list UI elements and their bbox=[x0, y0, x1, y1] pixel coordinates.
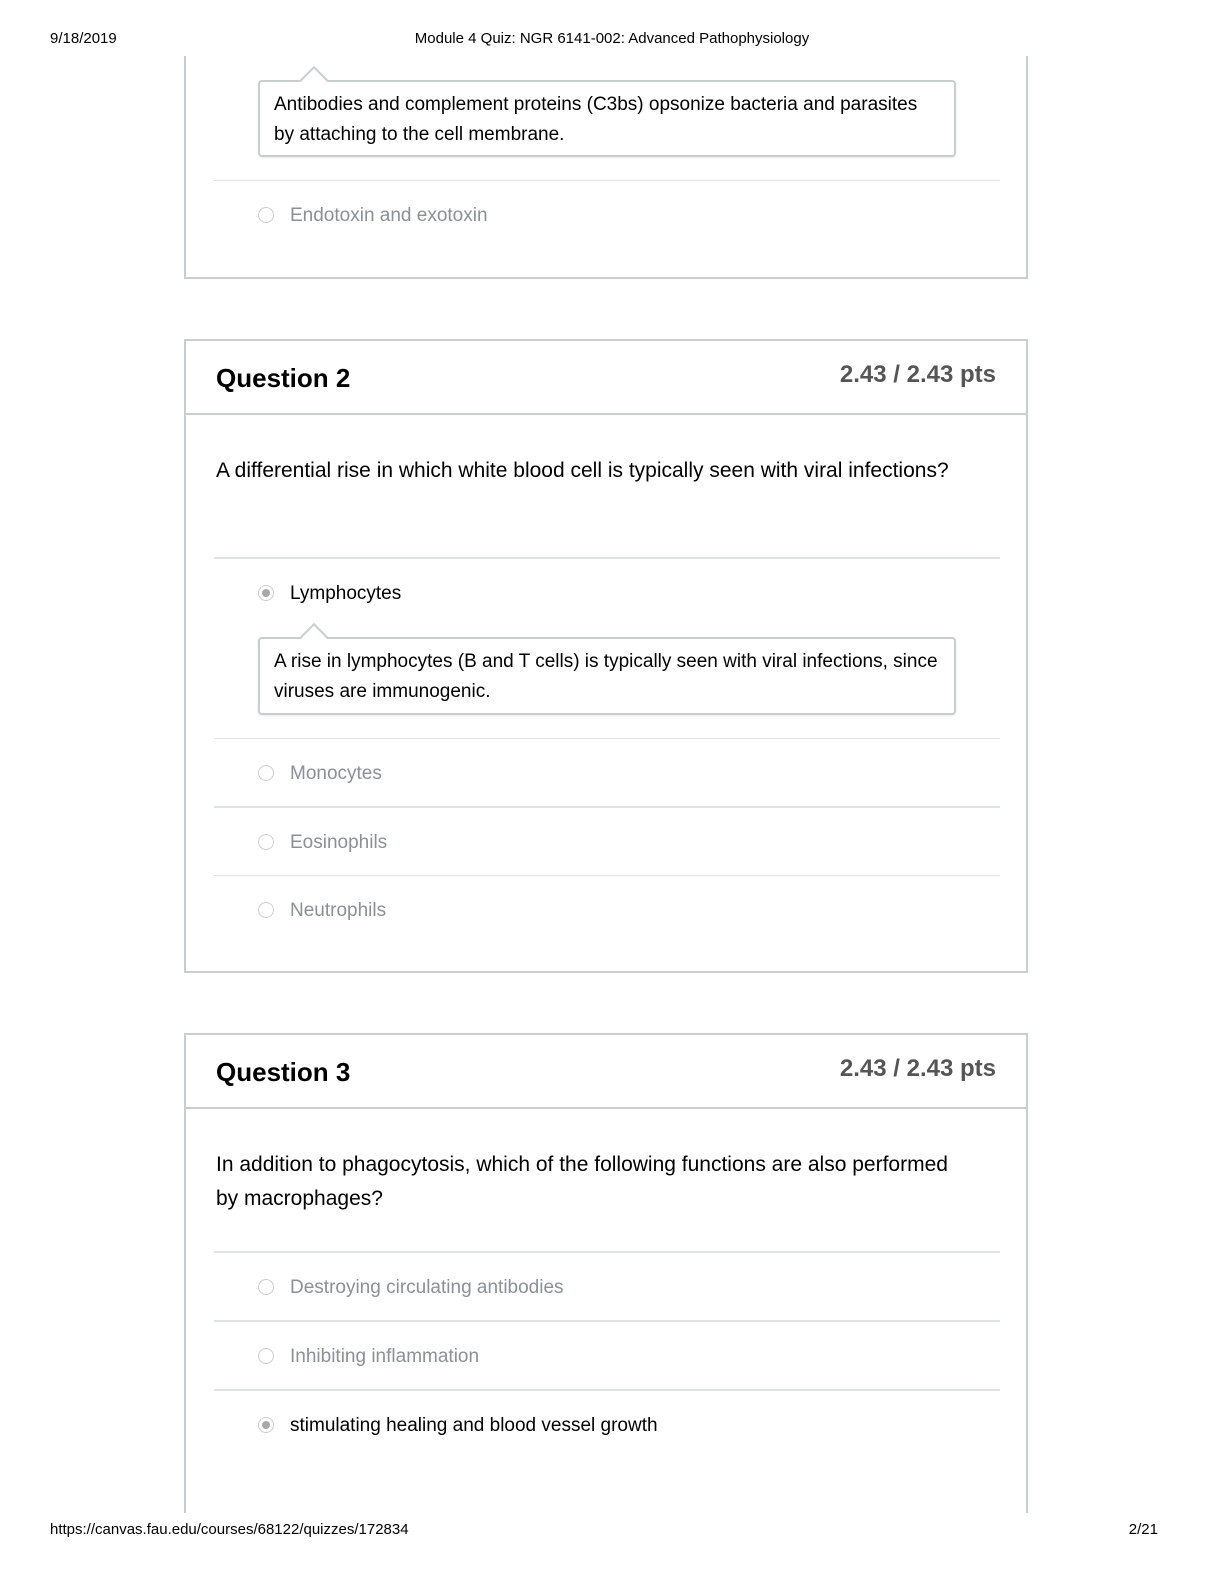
answer-label: Inhibiting inflammation bbox=[290, 1346, 480, 1367]
question-title: Question 2 bbox=[216, 363, 351, 393]
radio-button[interactable] bbox=[258, 1279, 274, 1295]
radio-button[interactable] bbox=[258, 765, 274, 781]
answer-comment bbox=[258, 80, 956, 157]
question-header bbox=[186, 1035, 1026, 1109]
answer-option[interactable] bbox=[214, 738, 1000, 807]
comment-arrow bbox=[300, 66, 328, 94]
answer-label: Endotoxin and exotoxin bbox=[290, 205, 488, 226]
radio-button[interactable] bbox=[258, 1417, 274, 1433]
answer-option[interactable] bbox=[214, 1389, 1000, 1459]
answer-option[interactable] bbox=[214, 875, 1000, 944]
answer-option[interactable] bbox=[214, 1320, 1000, 1390]
answer-option[interactable] bbox=[214, 557, 1000, 627]
radio-button[interactable] bbox=[258, 902, 274, 918]
answer-comment bbox=[258, 637, 956, 715]
question-1-card bbox=[184, 56, 1028, 279]
answer-label: Eosinophils bbox=[290, 832, 388, 853]
question-2-card bbox=[184, 339, 1028, 973]
radio-button[interactable] bbox=[258, 1348, 274, 1364]
question-3-card bbox=[184, 1033, 1028, 1513]
answer-option[interactable] bbox=[214, 1251, 1000, 1321]
question-title: Question 3 bbox=[216, 1057, 351, 1087]
page-footer-url: https://canvas.fau.edu/courses/68122/quizzes/172834 bbox=[50, 1521, 409, 1538]
answer-label: Monocytes bbox=[290, 763, 382, 784]
page-header-title: Module 4 Quiz: NGR 6141-002: Advanced Pathophysiology bbox=[414, 30, 810, 47]
answer-option[interactable] bbox=[214, 180, 1000, 249]
question-points: 2.43 / 2.43 pts bbox=[839, 1055, 996, 1082]
answer-label: stimulating healing and blood vessel growth bbox=[290, 1415, 658, 1436]
question-text: In addition to phagocytosis, which of the following functions are also performed by macrophages? bbox=[216, 1153, 948, 1210]
radio-button[interactable] bbox=[258, 834, 274, 850]
page-header-date: 9/18/2019 bbox=[50, 30, 117, 47]
answer-option[interactable] bbox=[214, 806, 1000, 876]
page-footer-number: 2/21 bbox=[1128, 1521, 1158, 1538]
answer-label: Lymphocytes bbox=[290, 583, 402, 604]
comment-arrow bbox=[300, 623, 328, 651]
question-text: A differential rise in which white blood cell is typically seen with viral infections? bbox=[216, 459, 949, 482]
comment-text: A rise in lymphocytes (B and T cells) is typically seen with viral infections, since viruses are immunogenic. bbox=[274, 651, 938, 702]
question-points: 2.43 / 2.43 pts bbox=[839, 361, 996, 388]
answer-label: Neutrophils bbox=[290, 900, 387, 921]
comment-text: Antibodies and complement proteins (C3bs) opsonize bacteria and parasites by attaching to the cell membrane. bbox=[274, 94, 918, 145]
question-header bbox=[186, 341, 1026, 415]
radio-button[interactable] bbox=[258, 207, 274, 223]
radio-button[interactable] bbox=[258, 585, 274, 601]
answer-label: Destroying circulating antibodies bbox=[290, 1277, 564, 1298]
